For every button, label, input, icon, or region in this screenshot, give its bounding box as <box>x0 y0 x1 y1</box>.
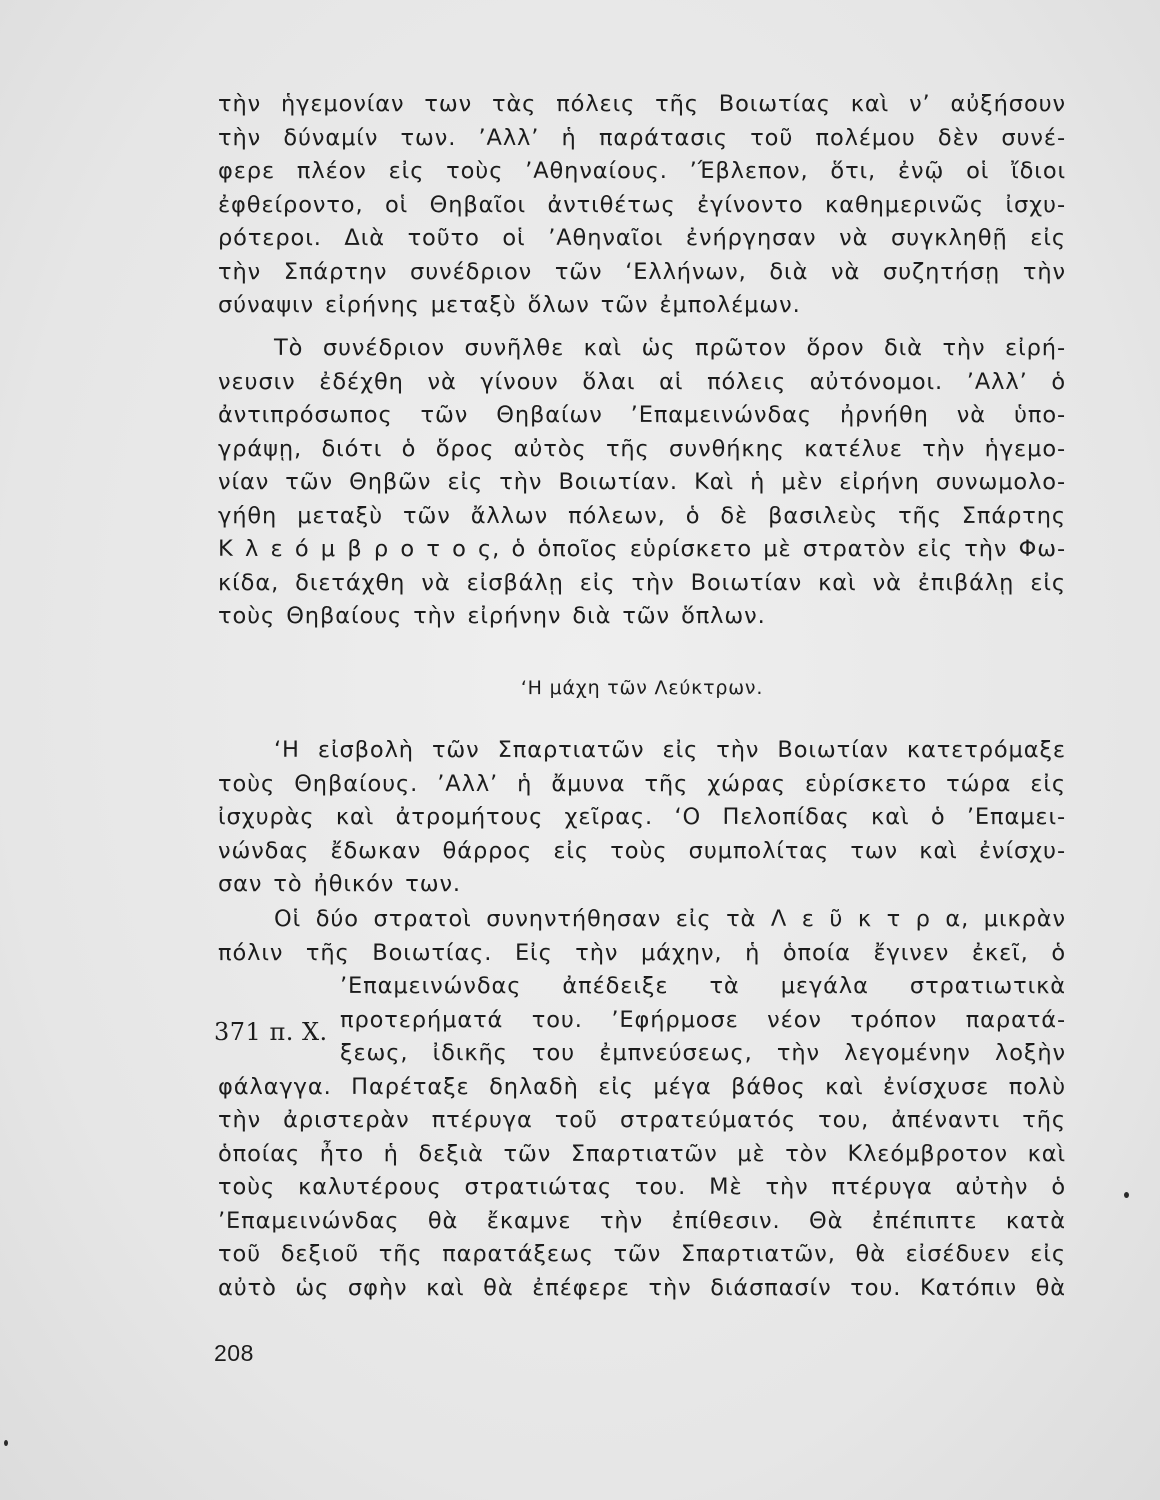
paragraph-1 <box>218 88 1066 323</box>
text-line: αὐτὸ ὡς σφὴν καὶ θὰ ἐπέφερε τὴν διάσπασίν του. Κατόπιν θὰ <box>218 1274 1066 1301</box>
text-line: τοῦ δεξιοῦ τῆς παρατάξεως τῶν Σπαρτιατῶν, θὰ εἰσέδυεν εἰς <box>218 1241 1066 1267</box>
text-line: ’Επαμεινώνδας θὰ ἔκαμνε τὴν ἐπίθεσιν. Θὰ ἐπέπιπτε κατὰ <box>218 1207 1066 1234</box>
text-line: κίδα, διετάχθη νὰ εἰσβάλῃ εἰς τὴν Βοιωτίαν καὶ νὰ ἐπιβάλῃ εἰς <box>218 569 1066 596</box>
text-line: γήθη μεταξὺ τῶν ἄλλων πόλεων, ὁ δὲ βασιλεὺς τῆς Σπάρτης <box>218 502 1066 529</box>
paragraph-2 <box>218 332 1066 634</box>
text-line: προτερήματά του. ’Εφήρμοσε νέον τρόπον παρατά- <box>340 1006 1066 1033</box>
page-number: 208 <box>214 1340 254 1366</box>
text-line: νώνδας ἔδωκαν θάρρος εἰς τοὺς συμπολίτας των καὶ ἐνίσχυ- <box>218 837 1066 864</box>
margin-date-note: 371 π. Χ. <box>214 1018 328 1046</box>
text-line: ρότεροι. Διὰ τοῦτο οἱ ’Αθηναῖοι ἐνήργησαν νὰ συγκληθῇ εἰς <box>218 225 1066 251</box>
scan-speck <box>4 1440 8 1446</box>
text-line: τὴν ἡγεμονίαν των τὰς πόλεις τῆς Βοιωτίας καὶ ν’ αὐξήσουν <box>218 91 1066 117</box>
text-line: τοὺς Θηβαίους τὴν εἰρήνην διὰ τῶν ὅπλων. <box>218 603 766 629</box>
text-line: Τὸ συνέδριον συνῆλθε καὶ ὡς πρῶτον ὅρον διὰ τὴν εἰρή- <box>274 335 1066 361</box>
text-line: τὴν δύναμίν των. ’Αλλ’ ἡ παράτασις τοῦ πολέμου δὲν συνέ- <box>218 124 1066 151</box>
text-line: νευσιν ἐδέχθη νὰ γίνουν ὅλαι αἱ πόλεις αὐτόνομοι. ’Αλλ’ ὁ <box>218 368 1066 395</box>
text-line: ξεως, ἰδικῆς του ἐμπνεύσεως, τὴν λεγομένην λοξὴν <box>340 1040 1066 1066</box>
text-line: πόλιν τῆς Βοιωτίας. Εἰς τὴν μάχην, ἡ ὁποία ἔγινεν ἐκεῖ, ὁ <box>218 939 1066 966</box>
text-line: Κ λ ε ό μ β ρ ο τ ο ς, ὁ ὁποῖος εὑρίσκετο μὲ στρατὸν εἰς τὴν Φω- <box>218 536 1066 562</box>
text-line: ἀντιπρόσωπος τῶν Θηβαίων ’Επαμεινώνδας ἠρνήθη νὰ ὑπο- <box>218 402 1066 428</box>
text-line: τοὺς καλυτέρους στρατιώτας του. Μὲ τὴν πτέρυγα αὐτὴν ὁ <box>218 1174 1066 1200</box>
section-heading-text: ‘Η μάχη τῶν Λεύκτρων. <box>520 677 764 699</box>
text-line: τὴν Σπάρτην συνέδριον τῶν ‘Ελλήνων, διὰ νὰ συζητήσῃ τὴν <box>218 258 1066 285</box>
scan-speck <box>1124 1192 1129 1198</box>
text-line: ἰσχυρὰς καὶ ἀτρομήτους χεῖρας. ‘Ο Πελοπίδας καὶ ὁ ’Επαμει- <box>218 804 1066 830</box>
text-line: ὁποίας ἦτο ἡ δεξιὰ τῶν Σπαρτιατῶν μὲ τὸν Κλεόμβροτον καὶ <box>218 1140 1066 1167</box>
text-line: φάλαγγα. Παρέταξε δηλαδὴ εἰς μέγα βάθος καὶ ἐνίσχυσε πολὺ <box>218 1073 1066 1100</box>
text-line: Οἱ δύο στρατοὶ συνηντήθησαν εἰς τὰ Λ ε ῦ κ τ ρ α, μικρὰν <box>274 906 1066 932</box>
text-line: τὴν ἀριστερὰν πτέρυγα τοῦ στρατεύματός του, ἀπέναντι τῆς <box>218 1107 1066 1133</box>
paragraph-3 <box>218 734 1066 902</box>
text-line: ’Επαμεινώνδας ἀπέδειξε τὰ μεγάλα στρατιωτικὰ <box>340 973 1066 999</box>
paragraph-4 <box>218 903 1066 1305</box>
text-line: σύναψιν εἰρήνης μεταξὺ ὅλων τῶν ἐμπολέμων. <box>218 292 801 318</box>
section-heading <box>0 677 1160 699</box>
text-line: γράψῃ, διότι ὁ ὅρος αὐτὸς τῆς συνθήκης κατέλυε τὴν ἡγεμο- <box>218 435 1066 462</box>
text-line: νίαν τῶν Θηβῶν εἰς τὴν Βοιωτίαν. Καὶ ἡ μὲν εἰρήνη συνωμολο- <box>218 469 1066 495</box>
text-line: τοὺς Θηβαίους. ’Αλλ’ ἡ ἄμυνα τῆς χώρας εὑρίσκετο τώρα εἰς <box>218 770 1066 797</box>
text-line: φερε πλέον εἰς τοὺς ’Αθηναίους. ’Έβλεπον, ὅτι, ἐνῷ οἱ ἴδιοι <box>218 158 1066 184</box>
text-line: ‘Η εἰσβολὴ τῶν Σπαρτιατῶν εἰς τὴν Βοιωτίαν κατετρόμαξε <box>274 737 1066 763</box>
text-line: σαν τὸ ἠθικόν των. <box>218 871 461 897</box>
text-line: ἐφθείροντο, οἱ Θηβαῖοι ἀντιθέτως ἐγίνοντο καθημερινῶς ἰσχυ- <box>218 191 1066 218</box>
